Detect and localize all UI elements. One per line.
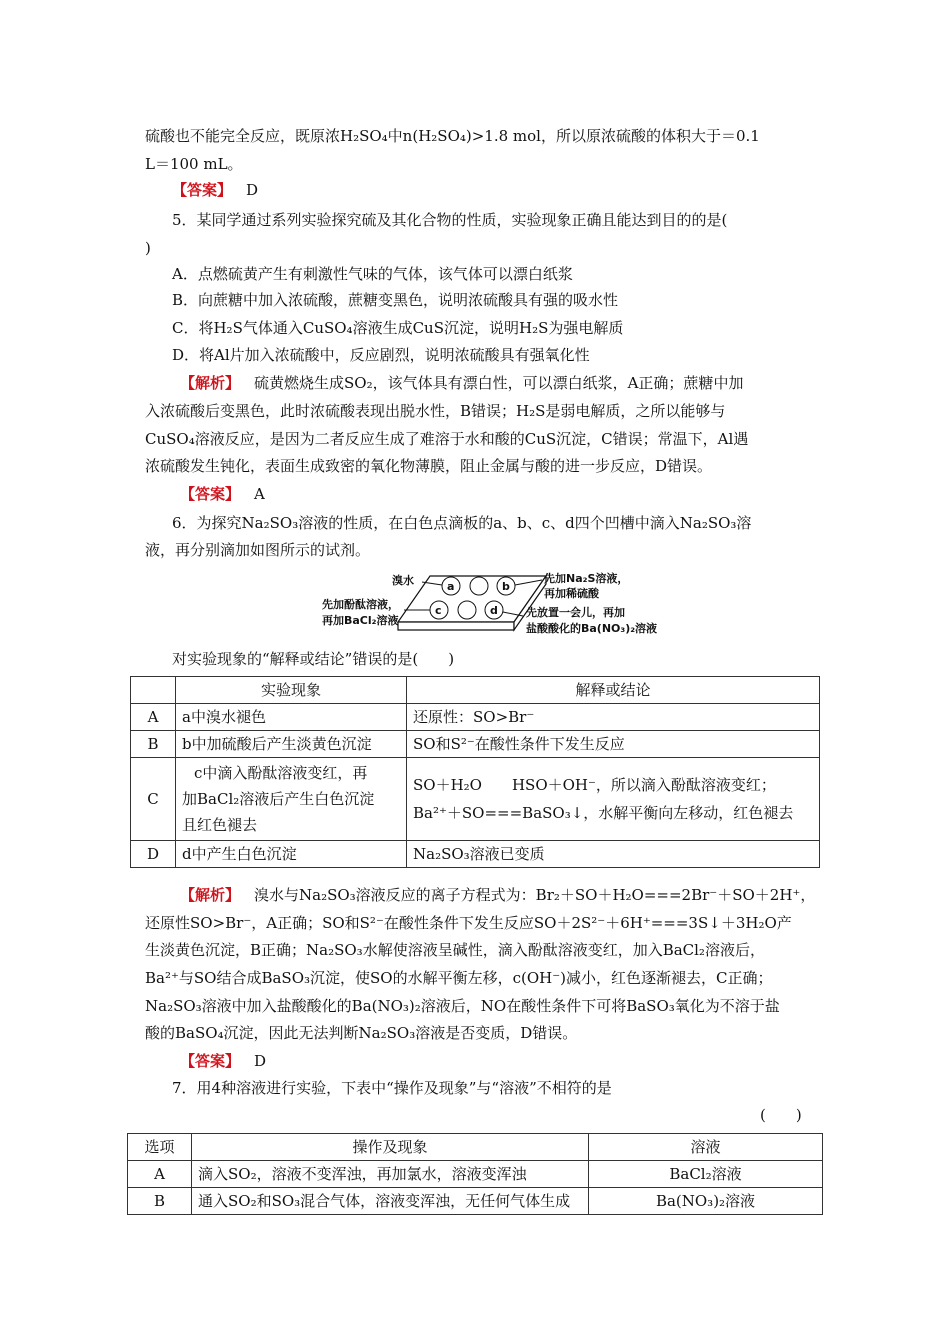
analysis-label: 【解析】 <box>180 886 241 904</box>
label-b-line1: 先加Na₂S溶液， <box>544 572 629 585</box>
table-row <box>131 704 820 731</box>
row-option: A <box>128 1161 192 1188</box>
analysis-line: CuSO₄溶液反应，是因为二者反应生成了难溶于水和酸的CuS沉淀，C错误；常温下，Al遇 <box>145 430 749 448</box>
answer-value: D <box>246 181 259 199</box>
row-operation: 通入SO₂和SO₃混合气体，溶液变浑浊，无任何气体生成 <box>192 1188 589 1215</box>
table-header: 溶液 <box>589 1134 823 1161</box>
row-explanation: Na₂SO₃溶液已变质 <box>407 841 820 868</box>
analysis-line: Ba²⁺与SO结合成BaSO₃沉淀，使SO的水解平衡左移，c(OH⁻)减小，红色逐渐褪去，C正确； <box>145 969 773 987</box>
question-stem: 5．某同学通过系列实验探究硫及其化合物的性质，实验现象正确且能达到目的的是( <box>172 211 728 229</box>
table-row <box>131 731 820 758</box>
option-a: A．点燃硫黄产生有刺激性气味的气体，该气体可以漂白纸浆 <box>172 265 573 283</box>
row-phenomenon: d中产生白色沉淀 <box>176 841 407 868</box>
table-header: 实验现象 <box>176 677 407 704</box>
row-explanation <box>407 758 820 841</box>
analysis-line: 生淡黄色沉淀，B正确；Na₂SO₃水解使溶液呈碱性，滴入酚酞溶液变红，加入BaCl₂溶液后， <box>145 941 765 959</box>
analysis-line: 入浓硫酸后变黑色，此时浓硫酸表现出脱水性，B错误；H₂S是弱电解质，之所以能够与 <box>145 402 726 420</box>
analysis-line <box>180 373 743 393</box>
question-stem: 7．用4种溶液进行实验，下表中“操作及现象”与“溶液”不相符的是 <box>172 1079 612 1097</box>
option-d: D．将Al片加入浓硫酸中，反应剧烈，说明浓硫酸具有强氧化性 <box>172 346 590 364</box>
label-c-line1: 先加酚酞溶液， <box>322 598 399 611</box>
answer-line <box>180 1051 266 1071</box>
row-phenomenon: a中溴水褪色 <box>176 704 407 731</box>
question-prompt: 对实验现象的“解释或结论”错误的是( ) <box>172 650 455 668</box>
experiment-table <box>130 676 820 868</box>
answer-line <box>180 484 265 504</box>
table-header <box>131 677 176 704</box>
analysis-line <box>180 885 815 905</box>
row-option: C <box>131 758 176 841</box>
table-row <box>128 1161 823 1188</box>
table-header-row <box>128 1134 823 1161</box>
cell-line: c中滴入酚酞溶液变红，再 <box>194 764 368 782</box>
analysis-line: 浓硫酸发生钝化，表面生成致密的氧化物薄膜，阻止金属与酸的进一步反应，D错误。 <box>145 457 713 475</box>
option-c: C．将H₂S气体通入CuSO₄溶液生成CuS沉淀，说明H₂S为强电解质 <box>172 319 624 337</box>
row-phenomenon <box>176 758 407 841</box>
label-d-line2: 盐酸酸化的Ba(NO₃)₂溶液 <box>526 622 658 635</box>
row-explanation: 还原性：SO>Br⁻ <box>407 704 820 731</box>
analysis-line: Na₂SO₃溶液中加入盐酸酸化的Ba(NO₃)₂溶液后，NO在酸性条件下可将BaSO₃氧化为不溶于盐 <box>145 997 780 1015</box>
table-header: 操作及现象 <box>192 1134 589 1161</box>
table-header-row <box>131 677 820 704</box>
table-row <box>131 758 820 841</box>
answer-label: 【答案】 <box>172 181 233 199</box>
answer-value: A <box>254 485 265 503</box>
row-explanation: SO和S²⁻在酸性条件下发生反应 <box>407 731 820 758</box>
cell-line: 且红色褪去 <box>182 816 258 834</box>
spot-plate-front <box>398 622 514 630</box>
row-option: A <box>131 704 176 731</box>
answer-value: D <box>254 1052 267 1070</box>
table-row <box>131 841 820 868</box>
question-stem: 6．为探究Na₂SO₃溶液的性质，在白色点滴板的a、b、c、d四个凹槽中滴入Na₂SO₃溶 <box>172 514 752 532</box>
row-solution: Ba(NO₃)₂溶液 <box>589 1188 823 1215</box>
label-c-line2: 再加BaCl₂溶液 <box>322 614 399 627</box>
cell-line: Ba²⁺＋SO===BaSO₃↓，水解平衡向左移动，红色褪去 <box>413 804 794 822</box>
answer-label: 【答案】 <box>180 485 241 503</box>
option-b: B．向蔗糖中加入浓硫酸，蔗糖变黑色，说明浓硫酸具有强的吸水性 <box>172 291 619 309</box>
label-d-line1: 先放置一会儿，再加 <box>526 606 625 619</box>
answer-paren: ( ) <box>760 1106 802 1124</box>
row-option: B <box>131 731 176 758</box>
well-empty <box>458 601 476 619</box>
answer-line <box>172 180 258 200</box>
spot-plate-diagram <box>318 568 678 640</box>
analysis-label: 【解析】 <box>180 374 241 392</box>
row-solution: BaCl₂溶液 <box>589 1161 823 1188</box>
question-stem: ) <box>145 239 151 257</box>
row-option: B <box>128 1188 192 1215</box>
label-bromine-water: 溴水 <box>392 574 414 587</box>
table-row <box>128 1188 823 1215</box>
analysis-text: 溴水与Na₂SO₃溶液反应的离子方程式为：Br₂＋SO＋H₂O===2Br⁻＋SO＋2H⁺， <box>254 886 816 904</box>
cell-line: 加BaCl₂溶液后产生白色沉淀 <box>182 790 375 808</box>
analysis-line: 还原性SO>Br⁻，A正确；SO和S²⁻在酸性条件下发生反应SO＋2S²⁻＋6H⁺===3S↓＋3H₂O产 <box>145 914 792 932</box>
well-label-c: c <box>435 604 442 617</box>
row-option: D <box>131 841 176 868</box>
table-header: 解释或结论 <box>407 677 820 704</box>
operation-table <box>127 1133 823 1215</box>
table-header: 选项 <box>128 1134 192 1161</box>
well-empty <box>470 577 488 595</box>
well-label-d: d <box>490 604 498 617</box>
row-operation: 滴入SO₂，溶液不变浑浊，再加氯水，溶液变浑浊 <box>192 1161 589 1188</box>
text-line: L＝100 mL。 <box>145 155 243 173</box>
question-stem: 液，再分别滴加如图所示的试剂。 <box>145 541 371 559</box>
cell-line: SO＋H₂O HSO＋OH⁻，所以滴入酚酞溶液变红； <box>413 776 776 794</box>
analysis-text: 硫黄燃烧生成SO₂，该气体具有漂白性，可以漂白纸浆，A正确；蔗糖中加 <box>254 374 744 392</box>
text-line: 硫酸也不能完全反应，既原浓H₂SO₄中n(H₂SO₄)>1.8 mol，所以原浓硫酸的体积大于＝0.1 <box>145 127 760 145</box>
well-label-a: a <box>447 580 455 593</box>
answer-label: 【答案】 <box>180 1052 241 1070</box>
well-label-b: b <box>502 580 510 593</box>
row-phenomenon: b中加硫酸后产生淡黄色沉淀 <box>176 731 407 758</box>
analysis-line: 酸的BaSO₄沉淀，因此无法判断Na₂SO₃溶液是否变质，D错误。 <box>145 1024 578 1042</box>
label-b-line2: 再加稀硫酸 <box>544 587 599 600</box>
